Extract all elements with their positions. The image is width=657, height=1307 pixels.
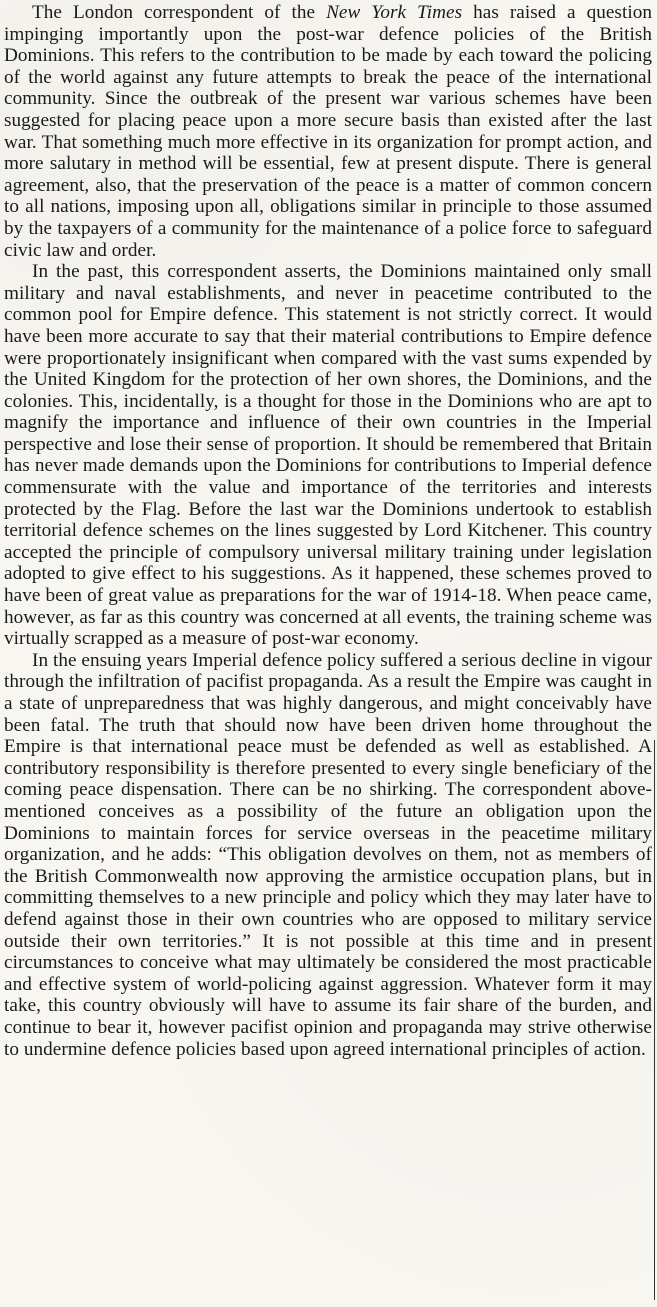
paragraph-1-rest: has raised a question impinging importantly upon the post-war defence policies of the British Dominions. This refers to the contribution to be made by each toward the policing of the world against any future attempts to break the peace of the international community. Since the outbreak of the present war various schemes have been suggested for placing peace upon a more secure basis than existed after the last war. That something much more effective in its organization for prompt action, and more salutary in method will be essential, few at present dispute. There is general agreement, also, that the preservation of the peace is a matter of common concern to all nations, imposing upon all, obligations similar in principle to those assumed by the taxpayers of a community for the maintenance of a police force to safeguard civic law and order. bbox=[4, 2, 652, 261]
paragraph-3: In the ensuing years Imperial defence policy suffered a serious decline in vigour through the infiltration of pacifist propaganda. As a result the Empire was caught in a state of unpreparedness that was highly dangerous, and might conceivably have been fatal. The truth that should now have been driven home throughout the Empire is that international peace must be defended as well as established. A contributory responsibility is therefore presented to every single beneficiary of the coming peace dispensation. There can be no shirking. The correspondent above-mentioned conceives as a possibility of the future an obligation upon the Dominions to maintain forces for service overseas in the peacetime military organization, and he adds: “This obligation devolves on them, not as members of the British Commonwealth now approving the armistice occupation plans, but in committing themselves to a new principle and policy which they may later have to defend against those in their own countries who are opposed to military service outside their own territories.” It is not possible at this time and in present circumstances to conceive what may ultimately be considered the most practicable and effective system of world-policing against aggression. Whatever form it may take, this country obviously will have to assume its fair share of the burden, and continue to bear it, however pacifist opinion and propaganda may strive otherwise to undermine defence policies based upon agreed international principles of action. bbox=[4, 649, 652, 1060]
paragraph-1 bbox=[4, 2, 652, 261]
publication-name: New York Times bbox=[326, 2, 463, 23]
paragraph-1-lead: The London correspondent of the bbox=[32, 2, 327, 23]
paragraph-2: In the past, this correspondent asserts, the Dominions maintained only small military and naval establishments, and never in peacetime contributed to the common pool for Empire defence. This statement is not strictly correct. It would have been more accurate to say that their material contributions to Empire defence were proportionately insignificant when compared with the vast sums expended by the United Kingdom for the protection of her own shores, the Dominions, and the colonies. This, incidentally, is a thought for those in the Dominions who are apt to magnify the importance and influence of their own countries in the Imperial perspective and lose their sense of proportion. It should be remembered that Britain has never made demands upon the Dominions for contributions to Imperial defence commensurate with the value and importance of the territories and interests protected by the Flag. Before the last war the Dominions undertook to establish territorial defence schemes on the lines suggested by Lord Kitchener. This country accepted the principle of compulsory universal military training under legislation adopted to give effect to his suggestions. As it happened, these schemes proved to have been of great value as preparations for the war of 1914-18. When peace came, however, as far as this country was concerned at all events, the training scheme was virtually scrapped as a measure of post-war economy. bbox=[4, 261, 652, 650]
right-edge-rule bbox=[654, 740, 655, 1300]
article-body bbox=[4, 2, 652, 1060]
